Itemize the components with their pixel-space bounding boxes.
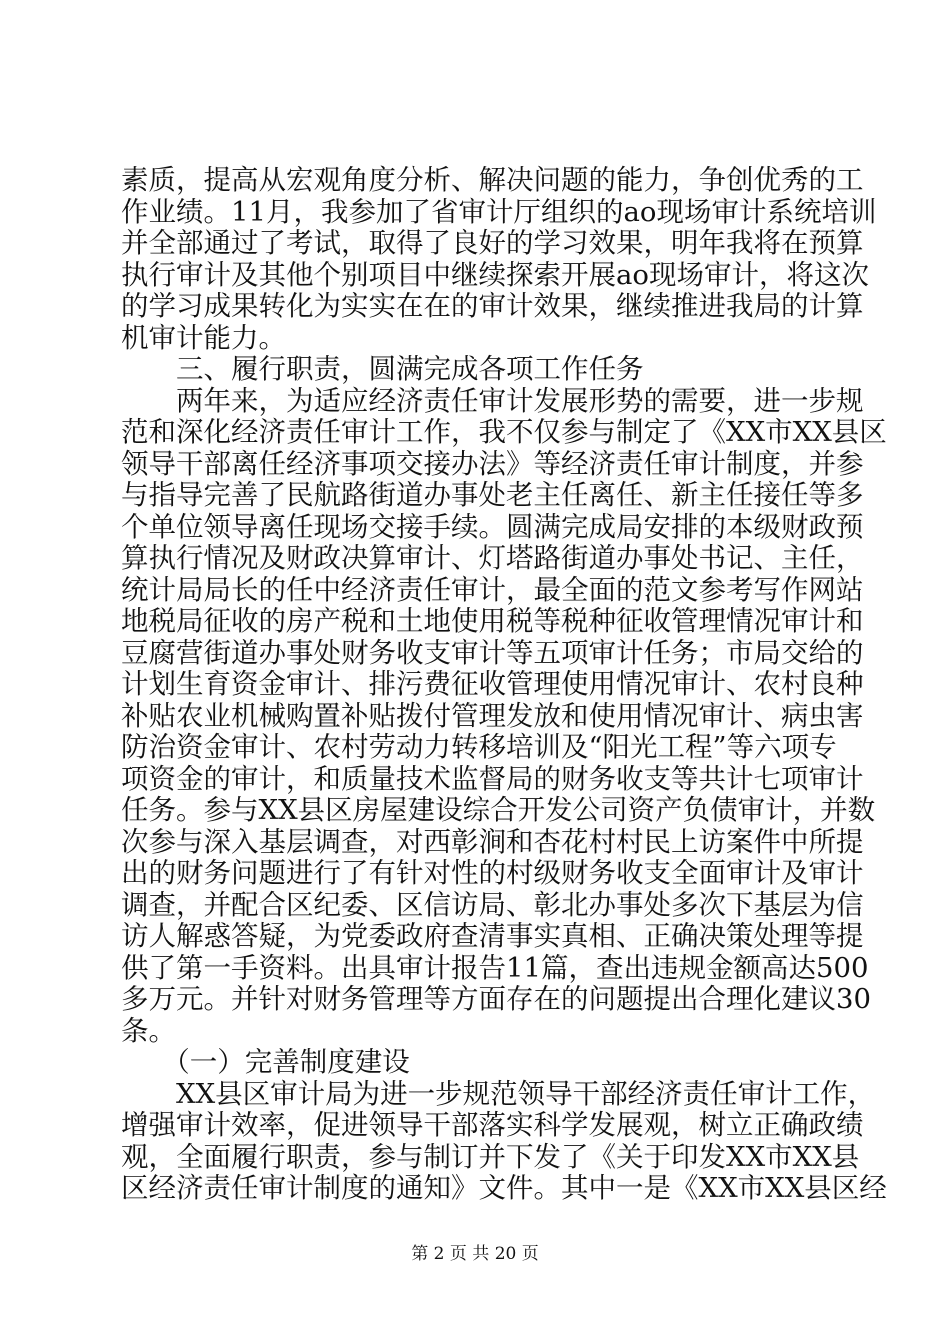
text-line: 豆腐营街道办事处财务收支审计等五项审计任务；市局交给的 <box>121 636 864 669</box>
text-line: 两年来，为适应经济责任审计发展形势的需要，进一步规 <box>121 384 864 417</box>
page-footer: 第 2 页 共 20 页 <box>411 1244 539 1264</box>
section-heading: 三、履行职责，圆满完成各项工作任务 <box>121 353 644 385</box>
text-line: 地税局征收的房产税和土地使用税等税种征收管理情况审计和 <box>121 605 864 637</box>
text-line: 调查，并配合区纪委、区信访局、彰北办事处多次下基层为信 <box>121 888 864 921</box>
text-line: 观，全面履行职责，参与制订并下发了《关于印发XX市XX县 <box>121 1140 860 1173</box>
text-line: 与指导完善了民航路街道办事处老主任离任、新主任接任等多 <box>121 479 864 511</box>
text-line: 访人解惑答疑，为党委政府查清事实真相、正确决策处理等提 <box>121 920 864 952</box>
text-line: 供了第一手资料。出具审计报告11篇，查出违规金额高达500 <box>121 951 869 984</box>
text-line: XX县区审计局为进一步规范领导干部经济责任审计工作， <box>121 1077 876 1110</box>
text-line: 增强审计效率，促进领导干部落实科学发展观，树立正确政绩 <box>121 1109 864 1141</box>
text-line: 个单位领导离任现场交接手续。圆满完成局安排的本级财政预 <box>121 510 864 543</box>
text-line: 补贴农业机械购置补贴拨付管理发放和使用情况审计、病虫害 <box>121 699 864 732</box>
text-line: 多万元。并针对财务管理等方面存在的问题提出合理化建议30 <box>121 983 871 1015</box>
text-line: 次参与深入基层调查，对西彰涧和杏花村村民上访案件中所提 <box>121 825 864 858</box>
text-line: 素质，提高从宏观角度分析、解决问题的能力，争创优秀的工 <box>121 164 864 196</box>
text-line: 出的财务问题进行了有针对性的村级财务收支全面审计及审计 <box>121 857 864 889</box>
text-line: 算执行情况及财政决算审计、灯塔路街道办事处书记、主任， <box>121 542 864 574</box>
text-line: 领导干部离任经济事项交接办法》等经济责任审计制度，并参 <box>121 447 864 480</box>
text-line: 并全部通过了考试，取得了良好的学习效果，明年我将在预算 <box>121 227 864 259</box>
text-line: 任务。参与XX县区房屋建设综合开发公司资产负债审计，并数 <box>121 794 876 826</box>
subsection-heading: （一）完善制度建设 <box>121 1046 410 1078</box>
text-line: 项资金的审计，和质量技术监督局的财务收支等共计七项审计 <box>121 762 864 795</box>
text-line: 计划生育资金审计、排污费征收管理使用情况审计、农村良种 <box>121 668 864 700</box>
text-line: 作业绩。11月，我参加了省审计厅组织的ao现场审计系统培训 <box>121 195 877 228</box>
text-line: 的学习成果转化为实实在在的审计效果，继续推进我局的计算 <box>121 290 864 322</box>
text-line: 防治资金审计、农村劳动力转移培训及“阳光工程”等六项专 <box>121 731 837 763</box>
text-line: 范和深化经济责任审计工作，我不仅参与制定了《XX市XX县区 <box>121 416 887 448</box>
text-line: 区经济责任审计制度的通知》文件。其中一是《XX市XX县区经 <box>121 1172 887 1204</box>
text-line: 执行审计及其他个别项目中继续探索开展ao现场审计，将这次 <box>121 258 869 291</box>
text-line: 条。 <box>121 1014 176 1047</box>
text-line: 机审计能力。 <box>121 321 286 354</box>
text-line: 统计局局长的任中经济责任审计，最全面的范文参考写作网站 <box>121 573 864 606</box>
